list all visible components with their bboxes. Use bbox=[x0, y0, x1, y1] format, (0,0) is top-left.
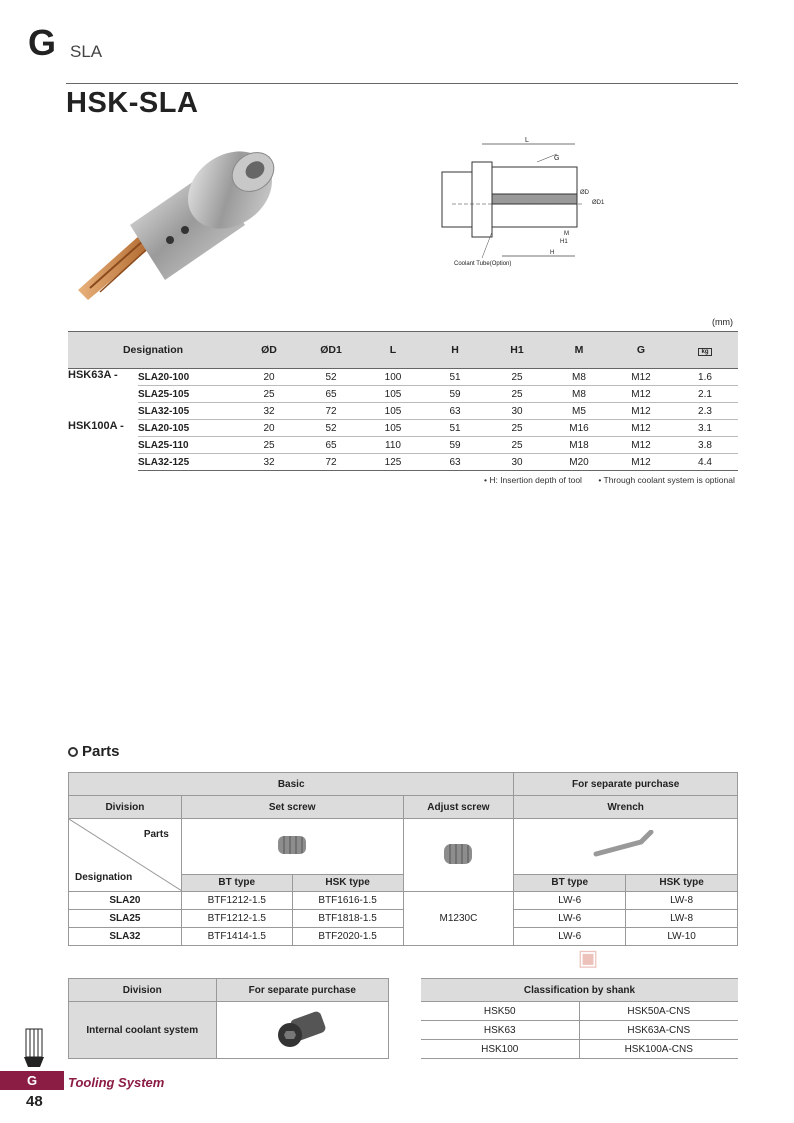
cell: 105 bbox=[362, 403, 424, 420]
coolant-table bbox=[68, 978, 389, 1059]
cell: 3.8 bbox=[672, 437, 738, 454]
spec-header-row bbox=[68, 332, 738, 369]
table-row bbox=[69, 910, 738, 928]
cell: SLA25-105 bbox=[138, 386, 238, 403]
label-L: L bbox=[525, 137, 529, 144]
separate-header: For separate purchase bbox=[514, 773, 738, 796]
table-row bbox=[68, 454, 738, 471]
footer-label: Tooling System bbox=[68, 1075, 165, 1090]
footer-tab: G bbox=[0, 1071, 64, 1090]
cell: 72 bbox=[300, 403, 362, 420]
label-M: M bbox=[564, 231, 569, 237]
parts-title bbox=[68, 743, 120, 760]
spec-table bbox=[68, 331, 738, 471]
label-coolant: Coolant Tube(Option) bbox=[454, 261, 512, 267]
cell: 25 bbox=[238, 386, 300, 403]
group-label: HSK100A - bbox=[68, 419, 124, 432]
cell: 3.1 bbox=[672, 420, 738, 437]
table-row bbox=[69, 928, 738, 946]
cell: 100 bbox=[362, 369, 424, 386]
col-designation: Designation bbox=[68, 332, 238, 369]
watermark: ▣ bbox=[577, 945, 599, 970]
cell: M12 bbox=[610, 403, 672, 420]
cell: SLA25 bbox=[69, 910, 182, 928]
cell: 30 bbox=[486, 403, 548, 420]
wrench-bt-type-header: BT type bbox=[514, 874, 626, 891]
cell: 25 bbox=[486, 420, 548, 437]
cell: SLA20-105 bbox=[138, 420, 238, 437]
cell: 51 bbox=[424, 420, 486, 437]
table-row bbox=[69, 892, 738, 910]
table-row bbox=[421, 1040, 738, 1059]
header-rule bbox=[66, 83, 738, 84]
cell: 25 bbox=[238, 437, 300, 454]
cell: HSK50 bbox=[421, 1002, 579, 1021]
cell: SLA32-125 bbox=[138, 454, 238, 471]
cell: LW-6 bbox=[514, 928, 626, 946]
cell: 32 bbox=[238, 403, 300, 420]
cell: SLA25-110 bbox=[138, 437, 238, 454]
page-number: 48 bbox=[26, 1093, 43, 1110]
parts-title-text: Parts bbox=[82, 743, 120, 760]
table-row bbox=[68, 369, 738, 386]
arrow-circle-icon bbox=[68, 747, 78, 757]
cell: SLA20 bbox=[69, 892, 182, 910]
wrench-image bbox=[514, 819, 738, 875]
cell: LW-6 bbox=[514, 910, 626, 928]
cell: 25 bbox=[486, 386, 548, 403]
parts-label: Parts bbox=[143, 829, 169, 840]
dimension-diagram bbox=[432, 132, 622, 272]
label-D: ØD bbox=[580, 190, 589, 196]
cell: 59 bbox=[424, 386, 486, 403]
hsk-type-header: HSK type bbox=[292, 874, 403, 891]
section-letter: G bbox=[28, 22, 57, 63]
cell: M8 bbox=[548, 369, 610, 386]
group-label: HSK63A - bbox=[68, 369, 118, 381]
cell: M12 bbox=[610, 369, 672, 386]
diagonal-cell bbox=[69, 819, 182, 892]
unit-label: (mm) bbox=[712, 317, 733, 327]
cell: LW-6 bbox=[514, 892, 626, 910]
note-insertion: • H: Insertion depth of tool bbox=[484, 475, 582, 485]
notes bbox=[470, 475, 735, 485]
parts-table bbox=[68, 772, 738, 946]
label-H: H bbox=[550, 250, 555, 256]
cell: M12 bbox=[610, 386, 672, 403]
cell: HSK100A-CNS bbox=[579, 1040, 738, 1059]
cell: BTF1616-1.5 bbox=[292, 892, 403, 910]
cell: 105 bbox=[362, 420, 424, 437]
classification-table bbox=[421, 978, 738, 1059]
cell: 125 bbox=[362, 454, 424, 471]
cell: 110 bbox=[362, 437, 424, 454]
cell: BTF1212-1.5 bbox=[181, 892, 292, 910]
cell: BTF2020-1.5 bbox=[292, 928, 403, 946]
cell: SLA32 bbox=[69, 928, 182, 946]
label-D1: ØD1 bbox=[592, 200, 605, 206]
adjust-screw-value: M1230C bbox=[403, 892, 514, 946]
classification-header: Classification by shank bbox=[421, 979, 738, 1002]
adjust-screw-image bbox=[403, 819, 514, 892]
designation-label: Designation bbox=[75, 872, 133, 883]
section-name: SLA bbox=[70, 42, 103, 61]
bt-type-header: BT type bbox=[181, 874, 292, 891]
cell: M5 bbox=[548, 403, 610, 420]
product-photo bbox=[70, 130, 285, 305]
cell: 4.4 bbox=[672, 454, 738, 471]
cell: BTF1212-1.5 bbox=[181, 910, 292, 928]
cell: M18 bbox=[548, 437, 610, 454]
division-header: Division bbox=[69, 796, 182, 819]
parts-header-row bbox=[69, 773, 738, 796]
col-d: ØD bbox=[238, 332, 300, 369]
cell: M16 bbox=[548, 420, 610, 437]
coolant-system-label: Internal coolant system bbox=[69, 1002, 217, 1059]
coolant-image bbox=[216, 1002, 389, 1059]
cell: 32 bbox=[238, 454, 300, 471]
cell: 52 bbox=[300, 369, 362, 386]
cell: 72 bbox=[300, 454, 362, 471]
cell: SLA20-100 bbox=[138, 369, 238, 386]
label-G: G bbox=[554, 155, 560, 162]
col-weight bbox=[672, 332, 738, 369]
cell: HSK63 bbox=[421, 1021, 579, 1040]
cell: M20 bbox=[548, 454, 610, 471]
cell: BTF1414-1.5 bbox=[181, 928, 292, 946]
cell: 1.6 bbox=[672, 369, 738, 386]
cell: 25 bbox=[486, 369, 548, 386]
wrench-hsk-type-header: HSK type bbox=[626, 874, 738, 891]
col-g: G bbox=[610, 332, 672, 369]
coolant-separate-header: For separate purchase bbox=[216, 979, 389, 1002]
cell: 30 bbox=[486, 454, 548, 471]
weight-icon: kg bbox=[698, 348, 711, 356]
cell: LW-8 bbox=[626, 910, 738, 928]
adjust-screw-icon bbox=[438, 839, 478, 869]
cell: LW-10 bbox=[626, 928, 738, 946]
cell: 2.3 bbox=[672, 403, 738, 420]
parts-subheader-row bbox=[69, 796, 738, 819]
table-row bbox=[68, 386, 738, 403]
cell: LW-8 bbox=[626, 892, 738, 910]
cell: HSK50A-CNS bbox=[579, 1002, 738, 1021]
col-d1: ØD1 bbox=[300, 332, 362, 369]
collet-icon bbox=[22, 1027, 46, 1069]
cell: 65 bbox=[300, 386, 362, 403]
cell: 20 bbox=[238, 369, 300, 386]
table-row bbox=[421, 1002, 738, 1021]
col-m: M bbox=[548, 332, 610, 369]
label-H1: H1 bbox=[560, 239, 568, 245]
col-l: L bbox=[362, 332, 424, 369]
page-title: HSK-SLA bbox=[66, 87, 199, 119]
cell: 20 bbox=[238, 420, 300, 437]
table-row bbox=[68, 437, 738, 454]
cell: M12 bbox=[610, 420, 672, 437]
coolant-screw-icon bbox=[272, 1009, 332, 1049]
cell: 63 bbox=[424, 403, 486, 420]
cell: 65 bbox=[300, 437, 362, 454]
cell: M8 bbox=[548, 386, 610, 403]
set-screw-image bbox=[181, 819, 403, 875]
cell: 105 bbox=[362, 386, 424, 403]
wrench-icon bbox=[591, 830, 661, 860]
cell: M12 bbox=[610, 454, 672, 471]
note-coolant: • Through coolant system is optional bbox=[598, 475, 735, 485]
cell: 25 bbox=[486, 437, 548, 454]
table-row bbox=[421, 1021, 738, 1040]
set-screw-header: Set screw bbox=[181, 796, 403, 819]
table-row bbox=[68, 403, 738, 420]
coolant-division-header: Division bbox=[69, 979, 217, 1002]
cell: 52 bbox=[300, 420, 362, 437]
cell: 51 bbox=[424, 369, 486, 386]
basic-header: Basic bbox=[69, 773, 514, 796]
cell: 59 bbox=[424, 437, 486, 454]
cell: HSK63A-CNS bbox=[579, 1021, 738, 1040]
adjust-screw-header: Adjust screw bbox=[403, 796, 514, 819]
col-h: H bbox=[424, 332, 486, 369]
cell: SLA32-105 bbox=[138, 403, 238, 420]
cell: HSK100 bbox=[421, 1040, 579, 1059]
cell: 63 bbox=[424, 454, 486, 471]
cell: 2.1 bbox=[672, 386, 738, 403]
table-row bbox=[68, 420, 738, 437]
col-h1: H1 bbox=[486, 332, 548, 369]
wrench-header: Wrench bbox=[514, 796, 738, 819]
set-screw-icon bbox=[272, 830, 312, 860]
parts-image-row bbox=[69, 819, 738, 875]
cell: BTF1818-1.5 bbox=[292, 910, 403, 928]
cell: M12 bbox=[610, 437, 672, 454]
